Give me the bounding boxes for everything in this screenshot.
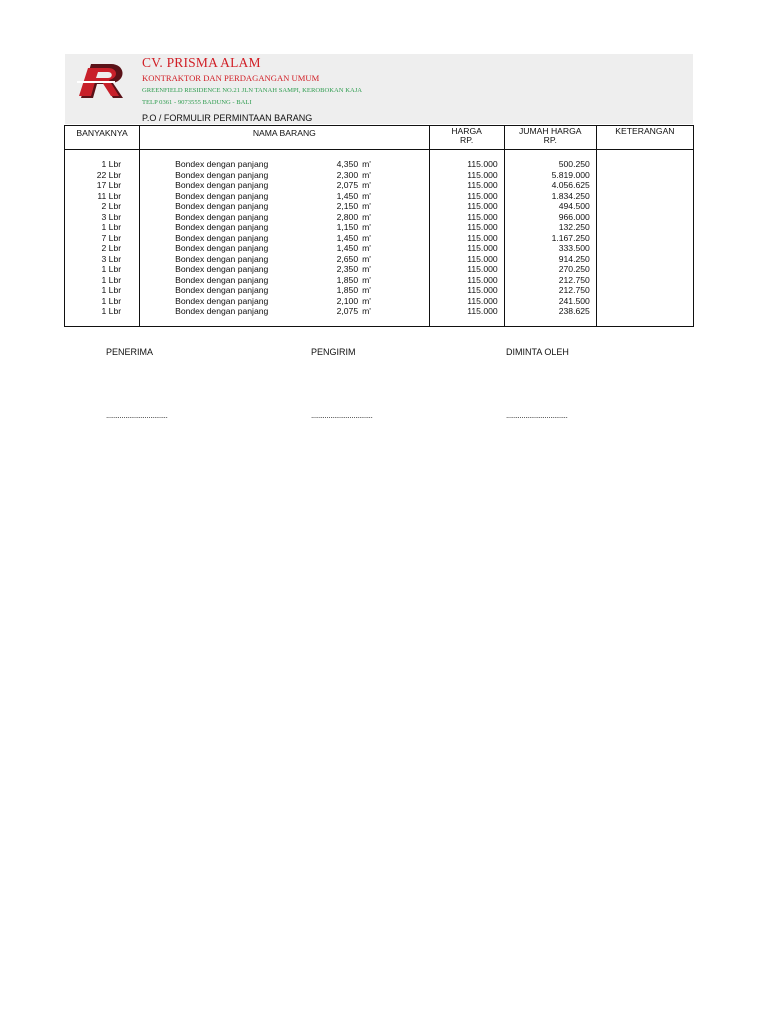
row-name (140, 264, 428, 275)
row-qty: 1 Lbr (101, 222, 122, 232)
row-unit: m' (362, 243, 371, 253)
row-name (140, 201, 428, 212)
row-name (140, 222, 428, 233)
row-price: 115.000 (467, 211, 498, 222)
table-body-row (65, 150, 694, 327)
header-name: NAMA BARANG (140, 126, 429, 150)
row-total: 241.500 (558, 295, 590, 306)
row-description: Bondex dengan panjang (175, 190, 269, 201)
row-unit: m' (362, 190, 371, 201)
price-column (429, 150, 504, 327)
row-total: 132.250 (558, 222, 590, 232)
row-length: 2,150 (336, 201, 359, 211)
row-qty: 1 Lbr (101, 306, 122, 316)
row-qty: 3 Lbr (101, 253, 122, 264)
row-length: 2,300 (336, 169, 359, 180)
price-list (430, 150, 504, 317)
row-description: Bondex dengan panjang (175, 222, 269, 232)
row-total: 5.819.000 (551, 169, 590, 180)
signature-requester (506, 347, 569, 420)
row-qty: 3 Lbr (101, 211, 122, 222)
row-qty: 17 Lbr (96, 180, 122, 190)
row-total: 1.834.250 (551, 190, 590, 201)
row-price: 115.000 (467, 159, 498, 169)
row-unit: m' (362, 211, 371, 222)
row-price: 115.000 (467, 264, 498, 274)
row-description: Bondex dengan panjang (175, 243, 269, 253)
row-unit: m' (362, 232, 371, 243)
row-total: 238.625 (558, 306, 590, 316)
row-price: 115.000 (467, 232, 498, 243)
signature-label: DIMINTA OLEH (506, 347, 569, 357)
row-price: 115.000 (467, 180, 498, 190)
row-length: 1,450 (336, 243, 359, 253)
row-price: 115.000 (467, 222, 498, 232)
row-length: 4,350 (336, 159, 359, 169)
row-name (140, 212, 428, 223)
row-name (140, 285, 428, 296)
row-name (140, 243, 428, 254)
row-unit: m' (362, 159, 371, 169)
row-price: 115.000 (467, 253, 498, 264)
row-price: 115.000 (467, 169, 498, 180)
row-price: 115.000 (467, 295, 498, 306)
row-description: Bondex dengan panjang (175, 274, 269, 285)
form-title: P.O / FORMULIR PERMINTAAN BARANG (142, 113, 313, 123)
row-price: 115.000 (467, 285, 498, 295)
signature-line: ................................ (311, 411, 373, 420)
row-qty: 22 Lbr (96, 169, 122, 180)
row-description: Bondex dengan panjang (175, 180, 269, 190)
row-total: 270.250 (558, 264, 590, 274)
qty-list (65, 150, 139, 317)
row-description: Bondex dengan panjang (175, 264, 269, 274)
row-price: 115.000 (467, 274, 498, 285)
row-total: 494.500 (558, 201, 590, 211)
row-total: 1.167.250 (551, 232, 590, 243)
row-length: 2,100 (336, 295, 359, 306)
signature-receiver (106, 347, 168, 420)
row-length: 2,075 (336, 180, 359, 190)
row-description: Bondex dengan panjang (175, 295, 269, 306)
row-description: Bondex dengan panjang (175, 253, 269, 264)
row-price: 115.000 (467, 243, 498, 253)
row-qty: 11 Lbr (97, 190, 122, 201)
row-price: 115.000 (467, 190, 498, 201)
row-total: 212.750 (558, 285, 590, 295)
row-unit: m' (362, 253, 371, 264)
row-qty: 2 Lbr (101, 201, 122, 211)
row-name (140, 159, 428, 170)
row-description: Bondex dengan panjang (175, 201, 269, 211)
row-description: Bondex dengan panjang (175, 169, 269, 180)
row-unit: m' (362, 306, 371, 316)
table-header-row (65, 126, 694, 150)
header-price (429, 126, 504, 150)
row-unit: m' (362, 295, 371, 306)
row-unit: m' (362, 222, 371, 232)
row-length: 1,850 (336, 274, 359, 285)
row-qty: 1 Lbr (101, 295, 122, 306)
row-length: 1,450 (336, 232, 359, 243)
header-note: KETERANGAN (596, 126, 693, 150)
row-total: 914.250 (558, 253, 590, 264)
row-description: Bondex dengan panjang (175, 159, 269, 169)
total-column (504, 150, 596, 327)
items-table (64, 125, 694, 327)
company-telephone: TELP 0361 - 9073555 BADUNG - BALI (142, 99, 252, 106)
row-qty: 1 Lbr (101, 285, 122, 295)
header-total-line1: JUMAH HARGA (518, 126, 582, 136)
row-total: 500.250 (558, 159, 590, 169)
name-column (140, 150, 429, 327)
row-unit: m' (362, 180, 371, 190)
name-list (140, 150, 428, 317)
row-unit: m' (362, 264, 371, 274)
row-length: 1,450 (336, 190, 359, 201)
header-total-line2: RP. (543, 135, 557, 145)
row-name (140, 254, 428, 265)
signature-sender (311, 347, 373, 420)
note-column (596, 150, 693, 327)
signature-line: ................................ (106, 411, 168, 420)
row-description: Bondex dengan panjang (175, 285, 269, 295)
row-description: Bondex dengan panjang (175, 306, 269, 316)
row-length: 2,350 (336, 264, 359, 274)
company-address: GREENFIELD RESIDENCE NO.21 JLN TANAH SAMPI, KEROBOKAN KAJA (142, 87, 363, 94)
row-name (140, 191, 428, 202)
row-description: Bondex dengan panjang (175, 211, 269, 222)
row-name (140, 233, 428, 244)
row-unit: m' (362, 285, 371, 295)
row-name (140, 170, 428, 181)
qty-column (65, 150, 140, 327)
row-qty: 1 Lbr (101, 264, 122, 274)
row-name (140, 296, 428, 307)
row-name (140, 275, 428, 286)
row-qty: 2 Lbr (101, 243, 122, 253)
signature-label: PENGIRIM (311, 347, 356, 357)
row-total: 966.000 (558, 211, 590, 222)
header-qty: BANYAKNYA (65, 126, 140, 150)
row-name (140, 306, 428, 317)
row-length: 2,075 (336, 306, 359, 316)
row-price: 115.000 (467, 306, 498, 316)
header-total (504, 126, 596, 150)
row-total: 4.056.625 (551, 180, 590, 190)
company-info (142, 55, 362, 107)
row-length: 1,150 (336, 222, 359, 232)
row-length: 2,800 (336, 211, 359, 222)
header-price-line2: RP. (460, 135, 474, 145)
row-unit: m' (362, 274, 371, 285)
company-logo-icon (75, 58, 131, 100)
row-name (140, 180, 428, 191)
row-qty: 7 Lbr (101, 232, 122, 243)
header-price-line1: HARGA (451, 126, 482, 136)
row-description: Bondex dengan panjang (175, 232, 269, 243)
company-type: KONTRAKTOR DAN PERDAGANGAN UMUM (142, 73, 320, 83)
row-unit: m' (362, 169, 371, 180)
signature-label: PENERIMA (106, 347, 154, 357)
signature-line: ................................ (506, 411, 568, 420)
row-length: 1,850 (336, 285, 359, 295)
row-qty: 1 Lbr (101, 159, 122, 169)
row-total: 333.500 (558, 243, 590, 253)
company-name: CV. PRISMA ALAM (142, 55, 261, 70)
row-qty: 1 Lbr (101, 274, 122, 285)
row-length: 2,650 (336, 253, 359, 264)
total-list (505, 150, 596, 317)
row-unit: m' (362, 201, 371, 211)
row-total: 212.750 (558, 274, 590, 285)
row-price: 115.000 (467, 201, 498, 211)
